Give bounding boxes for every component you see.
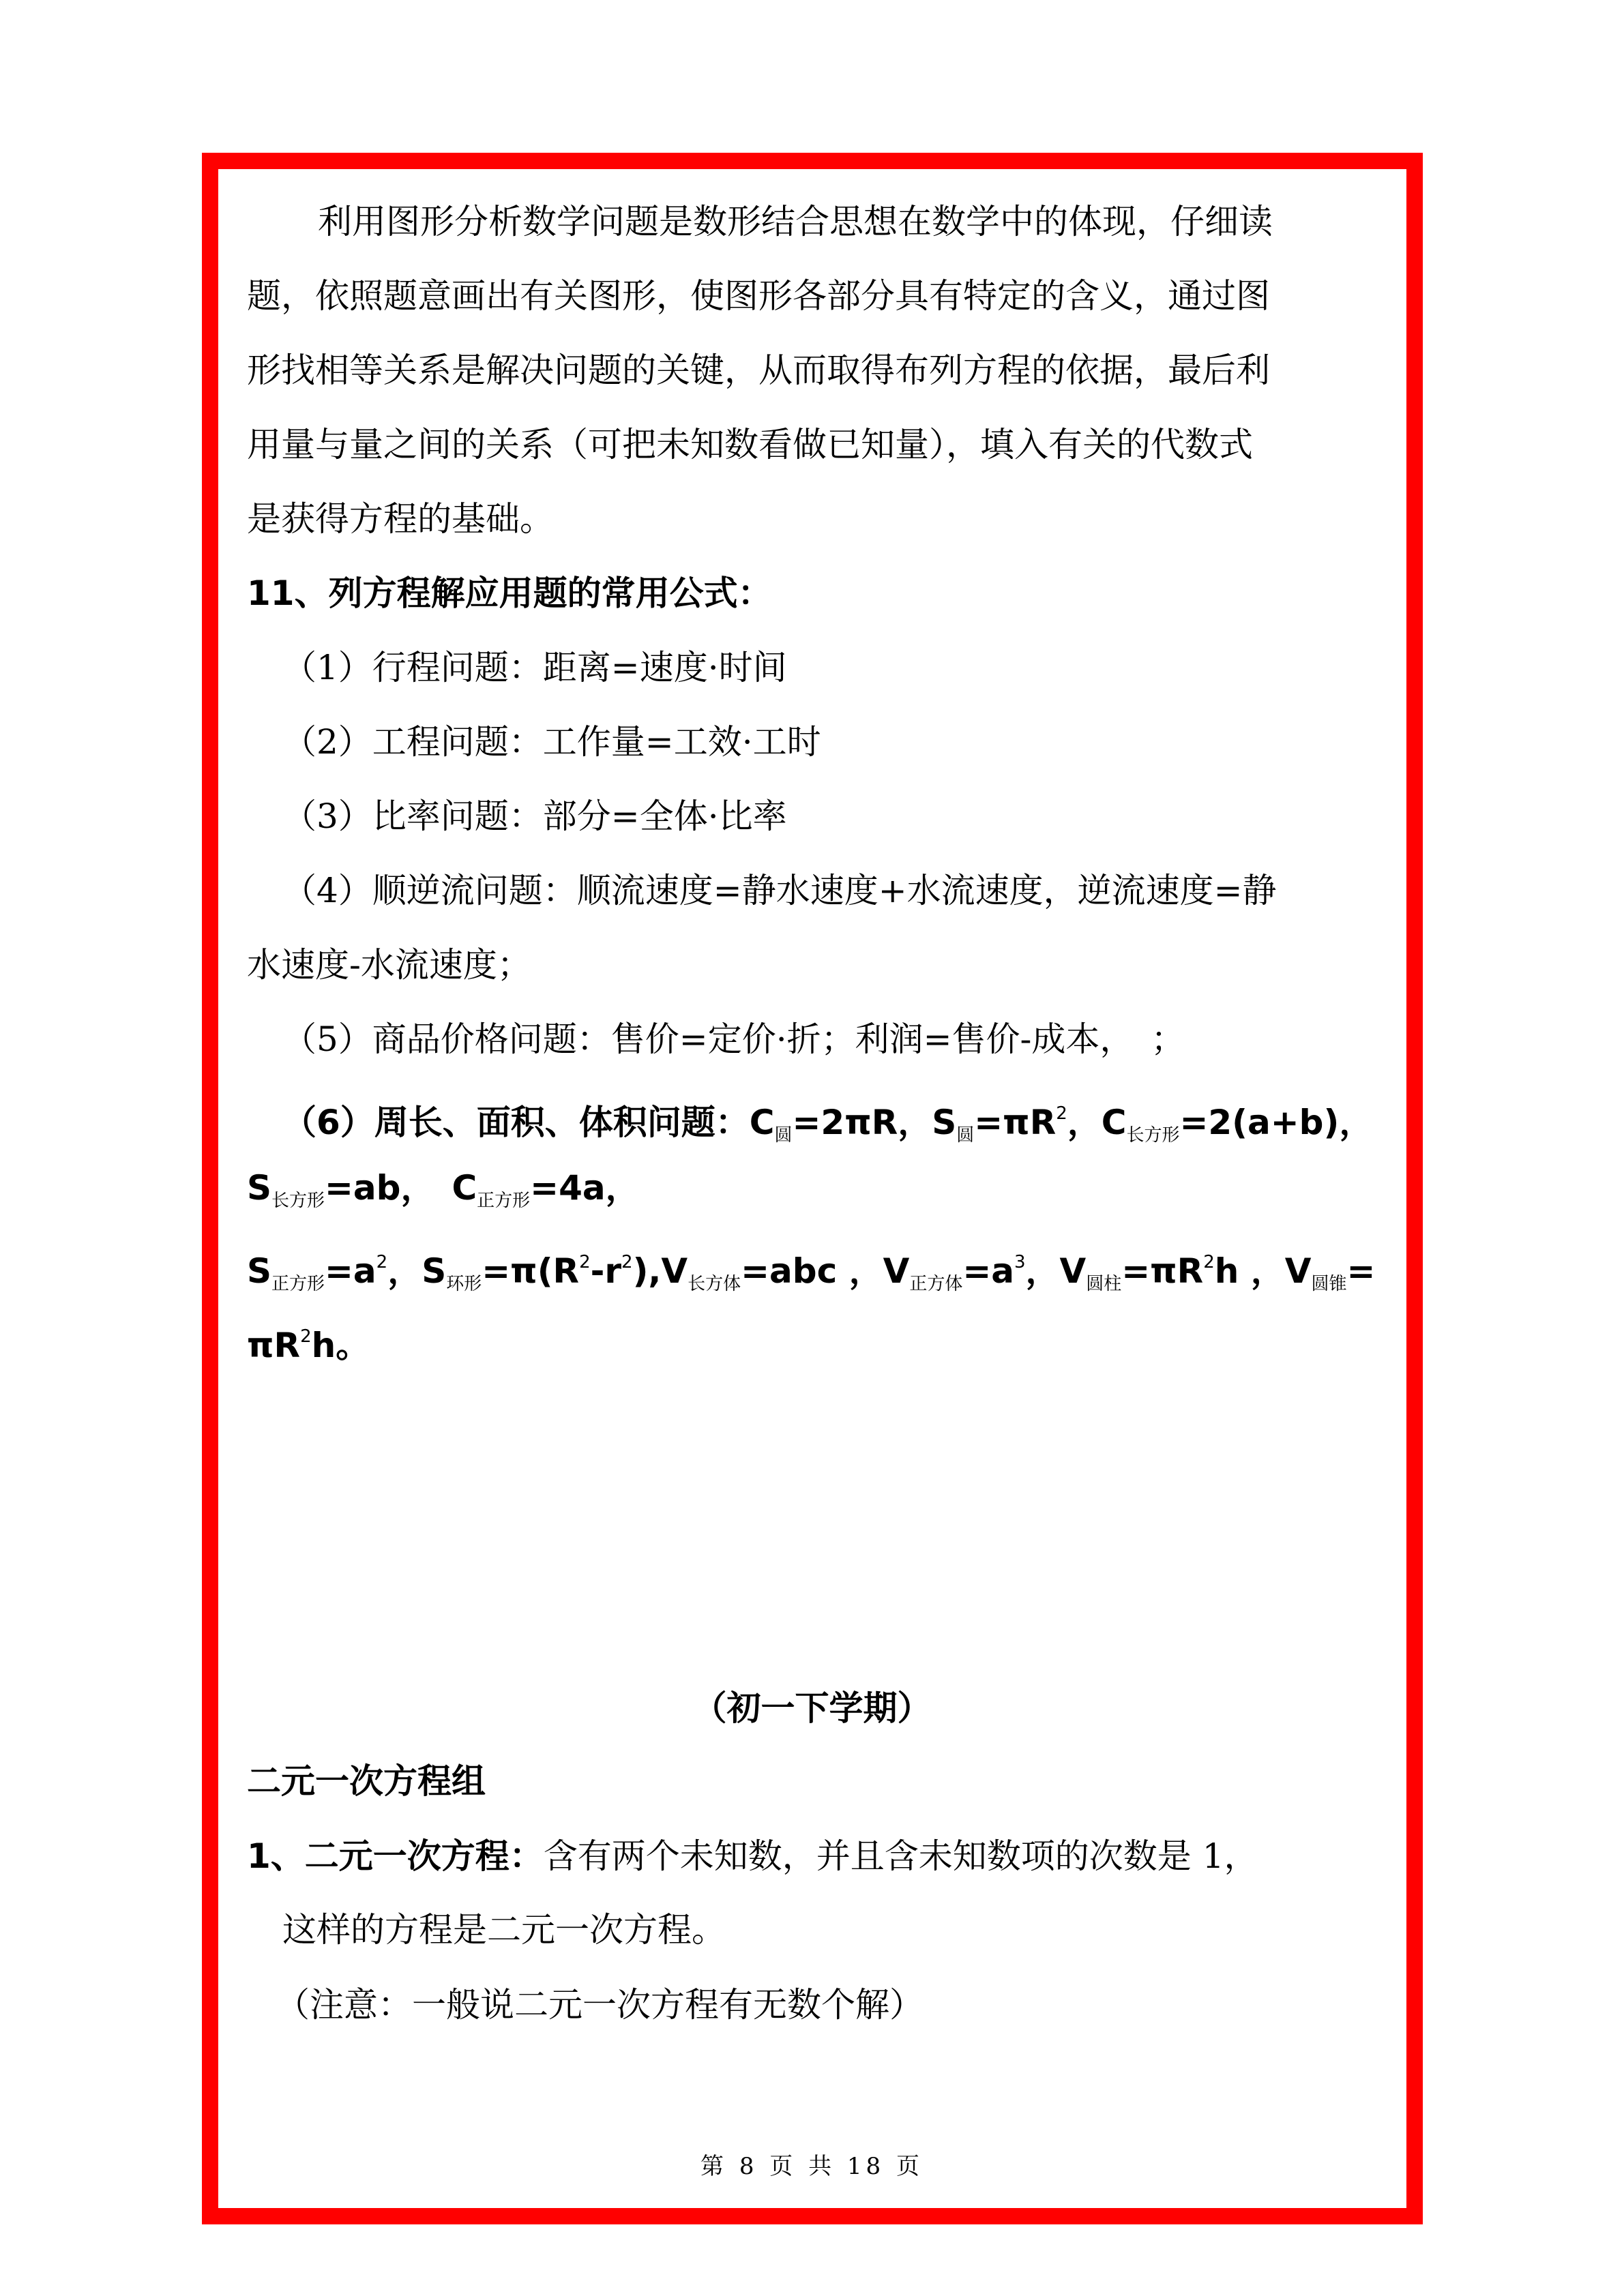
formula-text: =2πR，S [792, 1103, 957, 1142]
intro-line-4: 用量与量之间的关系（可把未知数看做已知量），填入有关的代数式 [247, 425, 1253, 464]
subscript: 正方形 [477, 1191, 531, 1211]
definition-1-line-2: 这样的方程是二元一次方程。 [282, 1910, 726, 1950]
formula-item-6-label: （6）周长、面积、体积问题： [282, 1103, 750, 1142]
formula-text: =π(R [482, 1251, 580, 1291]
formula-text: =πR [1121, 1251, 1204, 1291]
definition-1-label: 1、二元一次方程： [247, 1836, 544, 1876]
formula-text: =4a， [530, 1168, 640, 1208]
section-11-heading: 11、列方程解应用题的常用公式： [247, 573, 772, 613]
subscript: 环形 [446, 1274, 482, 1294]
formula-item-6-line-4 [247, 1313, 370, 1369]
subscript: 正方形 [271, 1274, 325, 1294]
subscript: 正方体 [909, 1274, 963, 1294]
formula-text: ，S [387, 1251, 447, 1291]
formula-item-5: （5）商品价格问题：售价=定价·折；利润=售价-成本， ； [282, 1019, 1185, 1059]
formula-text: ，V [1025, 1251, 1087, 1291]
formula-text: h ，V [1214, 1251, 1312, 1291]
page-footer: 第 8 页 共 18 页 [700, 2153, 924, 2180]
formula-text: πR [247, 1326, 301, 1365]
formula-text: C [749, 1103, 775, 1142]
formula-text: =a [325, 1251, 377, 1291]
superscript: 2 [376, 1252, 388, 1272]
subscript: 圆柱 [1086, 1274, 1122, 1294]
intro-line-3: 形找相等关系是解决问题的关键，从而取得布列方程的依据，最后利 [247, 351, 1270, 390]
subscript: 圆 [774, 1125, 793, 1146]
formula-text: =a [962, 1251, 1014, 1291]
formula-item-4-cont: 水速度-水流速度； [247, 945, 531, 985]
definition-1-text: 含有两个未知数，并且含未知数项的次数是 1， [543, 1836, 1258, 1876]
formula-run [749, 1103, 1374, 1146]
formula-text: S [247, 1168, 272, 1208]
formula-item-2: （2）工程问题：工作量=工效·工时 [282, 722, 821, 762]
formula-item-6-line-2 [247, 1164, 640, 1225]
formula-text: =2(a+b)， [1179, 1103, 1374, 1142]
subscript: 长方形 [1126, 1125, 1180, 1146]
intro-line-1: 利用图形分析数学问题是数形结合思想在数学中的体现，仔细读 [318, 202, 1273, 241]
term-title: （初一下学期） [692, 1688, 932, 1728]
formula-item-4: （4）顺逆流问题：顺流速度=静水速度+水流速度，逆流速度=静 [282, 871, 1277, 910]
definition-1-note: （注意：一般说二元一次方程有无数个解） [276, 1985, 924, 2025]
subscript: 长方形 [271, 1191, 325, 1211]
superscript: 3 [1014, 1252, 1026, 1272]
intro-line-2: 题，依照题意画出有关图形，使图形各部分具有特定的含义，通过图 [247, 276, 1270, 316]
formula-text: S [247, 1251, 272, 1291]
superscript: 2 [621, 1252, 633, 1272]
superscript: 2 [1203, 1252, 1215, 1272]
subscript: 圆锥 [1311, 1274, 1347, 1294]
formula-text: ),V [632, 1251, 688, 1291]
formula-item-6-line-1 [282, 1090, 1373, 1159]
intro-line-5: 是获得方程的基础。 [247, 499, 554, 539]
superscript: 2 [1056, 1103, 1067, 1124]
formula-item-6-line-3 [247, 1238, 1375, 1308]
formula-text: h。 [311, 1326, 370, 1365]
formula-text: =abc ，V [741, 1251, 910, 1291]
superscript: 2 [300, 1326, 312, 1347]
chapter-title: 二元一次方程组 [247, 1761, 486, 1801]
formula-item-3: （3）比率问题：部分=全体·比率 [282, 796, 787, 836]
formula-text: =πR [974, 1103, 1057, 1142]
subscript: 圆 [956, 1125, 975, 1146]
formula-text: =ab， C [325, 1168, 477, 1208]
formula-item-1: （1）行程问题：距离=速度·时间 [282, 648, 787, 687]
formula-text: -r [590, 1251, 622, 1291]
superscript: 2 [579, 1252, 591, 1272]
formula-text: = [1346, 1251, 1376, 1291]
formula-text: ，C [1067, 1103, 1127, 1142]
definition-1-line-1 [247, 1832, 1258, 1880]
subscript: 长方体 [688, 1274, 741, 1294]
